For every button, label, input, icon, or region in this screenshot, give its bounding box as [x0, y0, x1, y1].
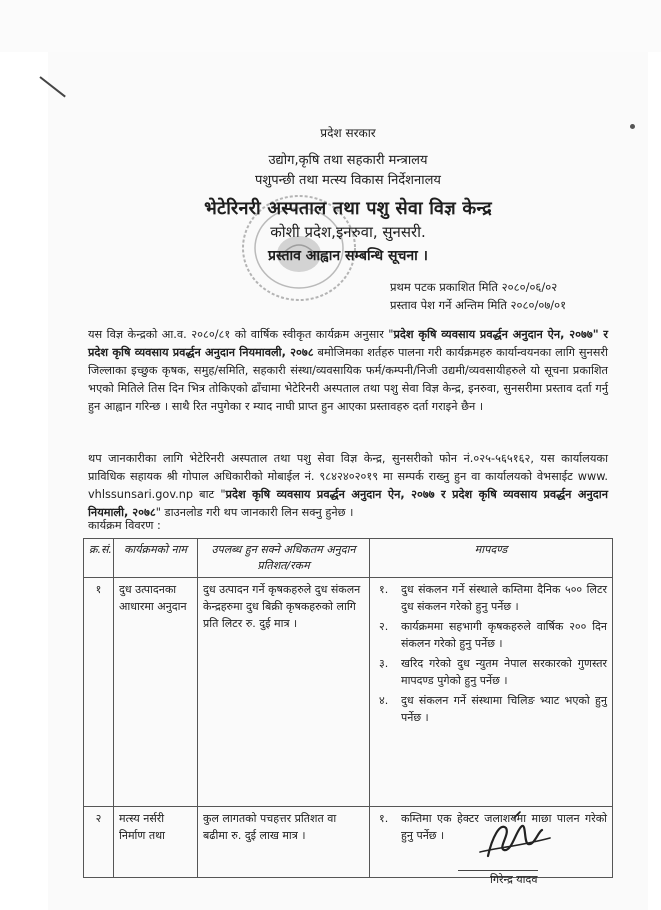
p1-act-name: प्रदेश कृषि व्यवसाय प्रवर्द्धन अनुदान ऐन, २०७७" र प्रदेश कृषि व्यवसाय प्रवर्द्धन अनुदान नियमावली, २०७८	[88, 328, 608, 359]
row-program-name: दुध उत्पादनका आधारमा अनुदान	[114, 578, 198, 807]
p1-rest: बमोजिमका शर्तहरु पालना गरी कार्यक्रमहरु कार्यान्वयनका लागि सुनसरी जिल्लाका इच्छुक कृषक, समुह/समिति, सहकारी संस्था/व्यवसायिक फर्म/कम्पनी/निजी उद्यमी/व्यवसायीहरुले यो सूचना प्रकाशित भएको मितिले तिस दिन भित्र तोकिएको ढाँचामा भेटेरिनरी अस्पताल तथा पशु सेवा विज्ञ केन्द्र, इनरुवा, सुनसरीमा प्रस्ताव दर्ता गर्नु हुन आह्वान गरिन्छ । साथै रित नपुगेका र म्याद नाघी प्राप्त हुन आएका प्रस्तावहरु दर्ता गराइने छैन ।	[88, 346, 608, 413]
criteria-item: ४. दुध संकलन गर्ने संस्थामा चिलिङ भ्याट भएको हुनु पर्नेछ ।	[379, 694, 607, 724]
program-details-label: कार्यक्रम विवरण :	[88, 519, 161, 532]
header-office-address: कोशी प्रदेश,इनरुवा, सुनसरी.	[270, 223, 426, 241]
criteria-item: १. दुध संकलन गर्ने संस्थाले कम्तिमा दैनिक ५०० लिटर दुध संकलन गरेको हुनु पर्नेछ ।	[379, 583, 607, 613]
criteria-item: ३. खरिद गरेको दुध न्युतम नेपाल सरकारको गुणस्तर मापदण्ड पुगेको हुनु पर्नेछ ।	[379, 657, 607, 687]
criteria-item: १. कम्तिमा एक हेक्टर जलाशयमा माछा पालन गरेको हुनु पर्नेछ ।	[379, 812, 607, 842]
signatory-name: गिरेन्द्र यादव	[490, 873, 538, 886]
p1-intro: यस विज्ञ केन्द्रको आ.व. २०८०/८१ को वार्षिक स्वीकृत कार्यक्रम अनुसार "	[88, 328, 394, 341]
notice-title: प्रस्ताव आह्वान सम्बन्धि सूचना ।	[268, 248, 428, 264]
scan-background	[0, 0, 661, 52]
notice-paragraph-1	[88, 326, 608, 416]
row-program-name: मत्स्य नर्सरी निर्माण तथा	[114, 807, 198, 878]
p2-act-name: प्रदेश कृषि व्यवसाय प्रवर्द्धन अनुदान ऐन, २०७७ र प्रदेश कृषि व्यवसाय प्रवर्द्धन अनुदान नियमाली, २०७८	[88, 488, 608, 519]
header-office-name: भेटेरिनरी अस्पताल तथा पशु सेवा विज्ञ केन्द्र	[204, 198, 492, 219]
p2-intro: थप जानकारीका लागि भेटेरिनरी अस्पताल तथा पशु सेवा विज्ञ केन्द्र, सुनसरीको फोन नं.०२५-५६५१६२, यस कार्यालयका प्राविधिक सहायक श्री गोपाल अधिकारीको मोबाईल नं. ९८४२४०२०१९ मा सम्पर्क राख्नु हुन वा कार्यालयको वेभसाईट www. vhlssunsari.gov.np बाट "	[88, 452, 608, 501]
handwritten-signature	[470, 808, 560, 868]
row-sn: १	[84, 578, 114, 807]
row-max-grant: दुध उत्पादन गर्ने कृषकहरुले दुध संकलन केन्द्रहरुमा दुध बिक्री कृषकहरुको लागि प्रति लिटर रु. दुई मात्र ।	[198, 578, 370, 807]
row-sn: २	[84, 807, 114, 878]
row-max-grant: कुल लागतको पचहत्तर प्रतिशत वा बढीमा रु. दुई लाख मात्र ।	[198, 807, 370, 878]
deadline-date: प्रस्ताव पेश गर्ने अन्तिम मिति २०८०/०७/०१	[390, 298, 567, 312]
header-directorate: पशुपन्छी तथा मत्स्य विकास निर्देशनालय	[255, 173, 441, 188]
header-max-grant: उपलब्ध हुन सक्ने अधिकतम अनुदान प्रतिशत/रकम	[198, 539, 370, 578]
row-criteria	[370, 578, 613, 807]
signature-line	[458, 870, 538, 871]
notice-paragraph-2	[88, 450, 608, 522]
p2-rest: " डाउनलोड गरी थप जानकारी लिन सक्नु हुनेछ ।	[155, 506, 354, 519]
published-date: प्रथम पटक प्रकाशित मिति २०८०/०६/०२	[390, 280, 558, 294]
table-header-row	[84, 539, 613, 578]
header-sn: क्र.सं.	[84, 539, 114, 578]
header-program-name: कार्यक्रमको नाम	[114, 539, 198, 578]
criteria-item: २. कार्यक्रममा सहभागी कृषकहरुले वार्षिक २०० दिन संकलन गरेको हुनु पर्नेछ ।	[379, 620, 607, 650]
header-government: प्रदेश सरकार	[320, 126, 376, 140]
table-row	[84, 578, 613, 807]
header-ministry: उद्योग,कृषि तथा सहकारी मन्त्रालय	[268, 153, 428, 168]
header-criteria: मापदण्ड	[370, 539, 613, 578]
